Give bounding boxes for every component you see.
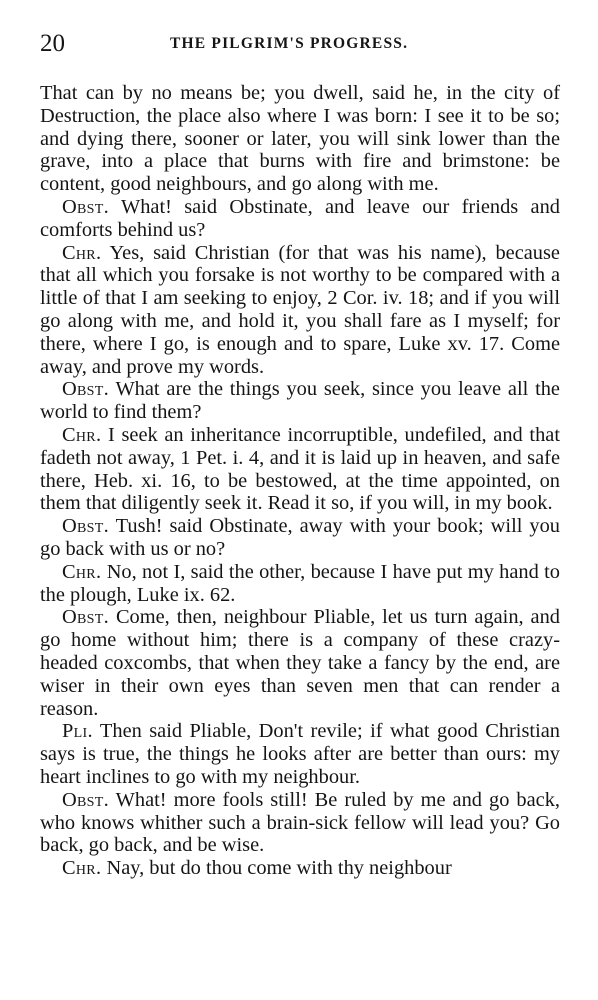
paragraph-text: What! said Obstinate, and leave our friends and comforts behind us? — [40, 195, 560, 241]
paragraph — [40, 561, 560, 607]
speaker-label: Obst. — [62, 606, 109, 629]
running-head: THE PILGRIM'S PROGRESS. — [170, 35, 409, 52]
paragraph — [40, 242, 560, 379]
speaker-label: Chr. — [62, 423, 102, 446]
page-number: 20 — [40, 30, 65, 57]
paragraph-text: Then said Pliable, Don't revile; if what good Christian says is true, the things he looks after are better than ours: my heart inclines to go with my neighbour. — [40, 720, 560, 788]
speaker-label: Obst. — [62, 378, 109, 401]
speaker-label: Pli. — [62, 720, 93, 743]
speaker-label: Chr. — [62, 857, 102, 880]
paragraph — [40, 720, 560, 788]
paragraph-text: That can by no means be; you dwell, said he, in the city of Destruction, the place also where I was born: I see it to be so; and dying there, sooner or later, you will sink lower than the grave, into a place that burns with fire and brimstone: be content, good neighbours, and go along with me. — [40, 82, 560, 196]
paragraph — [40, 196, 560, 242]
paragraph-text: What! more fools still! Be ruled by me and go back, who knows whither such a brain-sick fellow will lead you? Go back, go back, and be wise. — [40, 788, 560, 857]
paragraph — [40, 82, 560, 196]
paragraph — [40, 515, 560, 561]
speaker-label: Obst. — [62, 195, 109, 218]
speaker-label: Obst. — [62, 515, 109, 538]
page-header — [40, 28, 560, 60]
book-page — [40, 28, 560, 880]
speaker-label: Chr. — [62, 560, 102, 583]
paragraph-text: Yes, said Christian (for that was his name), because that all which you forsake is not worthy to be compared with a little of that I am seeking to enjoy, 2 Cor. iv. 18; and if you will go along with me, and hold it, you shall fare as I myself; for there, where I go, is enough and to spare, Luke xv. 17. Come away, and prove my words. — [40, 241, 560, 378]
paragraph-text: I seek an inheritance incorruptible, undefiled, and that fadeth not away, 1 Pet. i. 4, and it is laid up in heaven, and safe there, Heb. xi. 16, to be bestowed, at the time appointed, on them that diligently seek it. Read it so, if you will, in my book. — [40, 423, 560, 515]
paragraph-text: What are the things you seek, since you leave all the world to find them? — [40, 378, 560, 424]
paragraph — [40, 378, 560, 424]
page-body — [40, 82, 560, 880]
paragraph — [40, 789, 560, 857]
speaker-label: Obst. — [62, 788, 109, 811]
paragraph — [40, 857, 560, 880]
paragraph-text: Nay, but do thou come with thy neighbour — [106, 857, 452, 880]
paragraph-text: No, not I, said the other, because I have put my hand to the plough, Luke ix. 62. — [40, 560, 560, 606]
paragraph — [40, 606, 560, 720]
speaker-label: Chr. — [62, 241, 102, 264]
paragraph-text: Come, then, neighbour Pliable, let us turn again, and go home without him; there is a company of these crazy-headed coxcombs, that when they take a fancy by the end, are wiser in their own eyes than seven men that can render a reason. — [40, 606, 560, 720]
paragraph — [40, 424, 560, 515]
paragraph-text: Tush! said Obstinate, away with your book; will you go back with us or no? — [40, 515, 560, 560]
